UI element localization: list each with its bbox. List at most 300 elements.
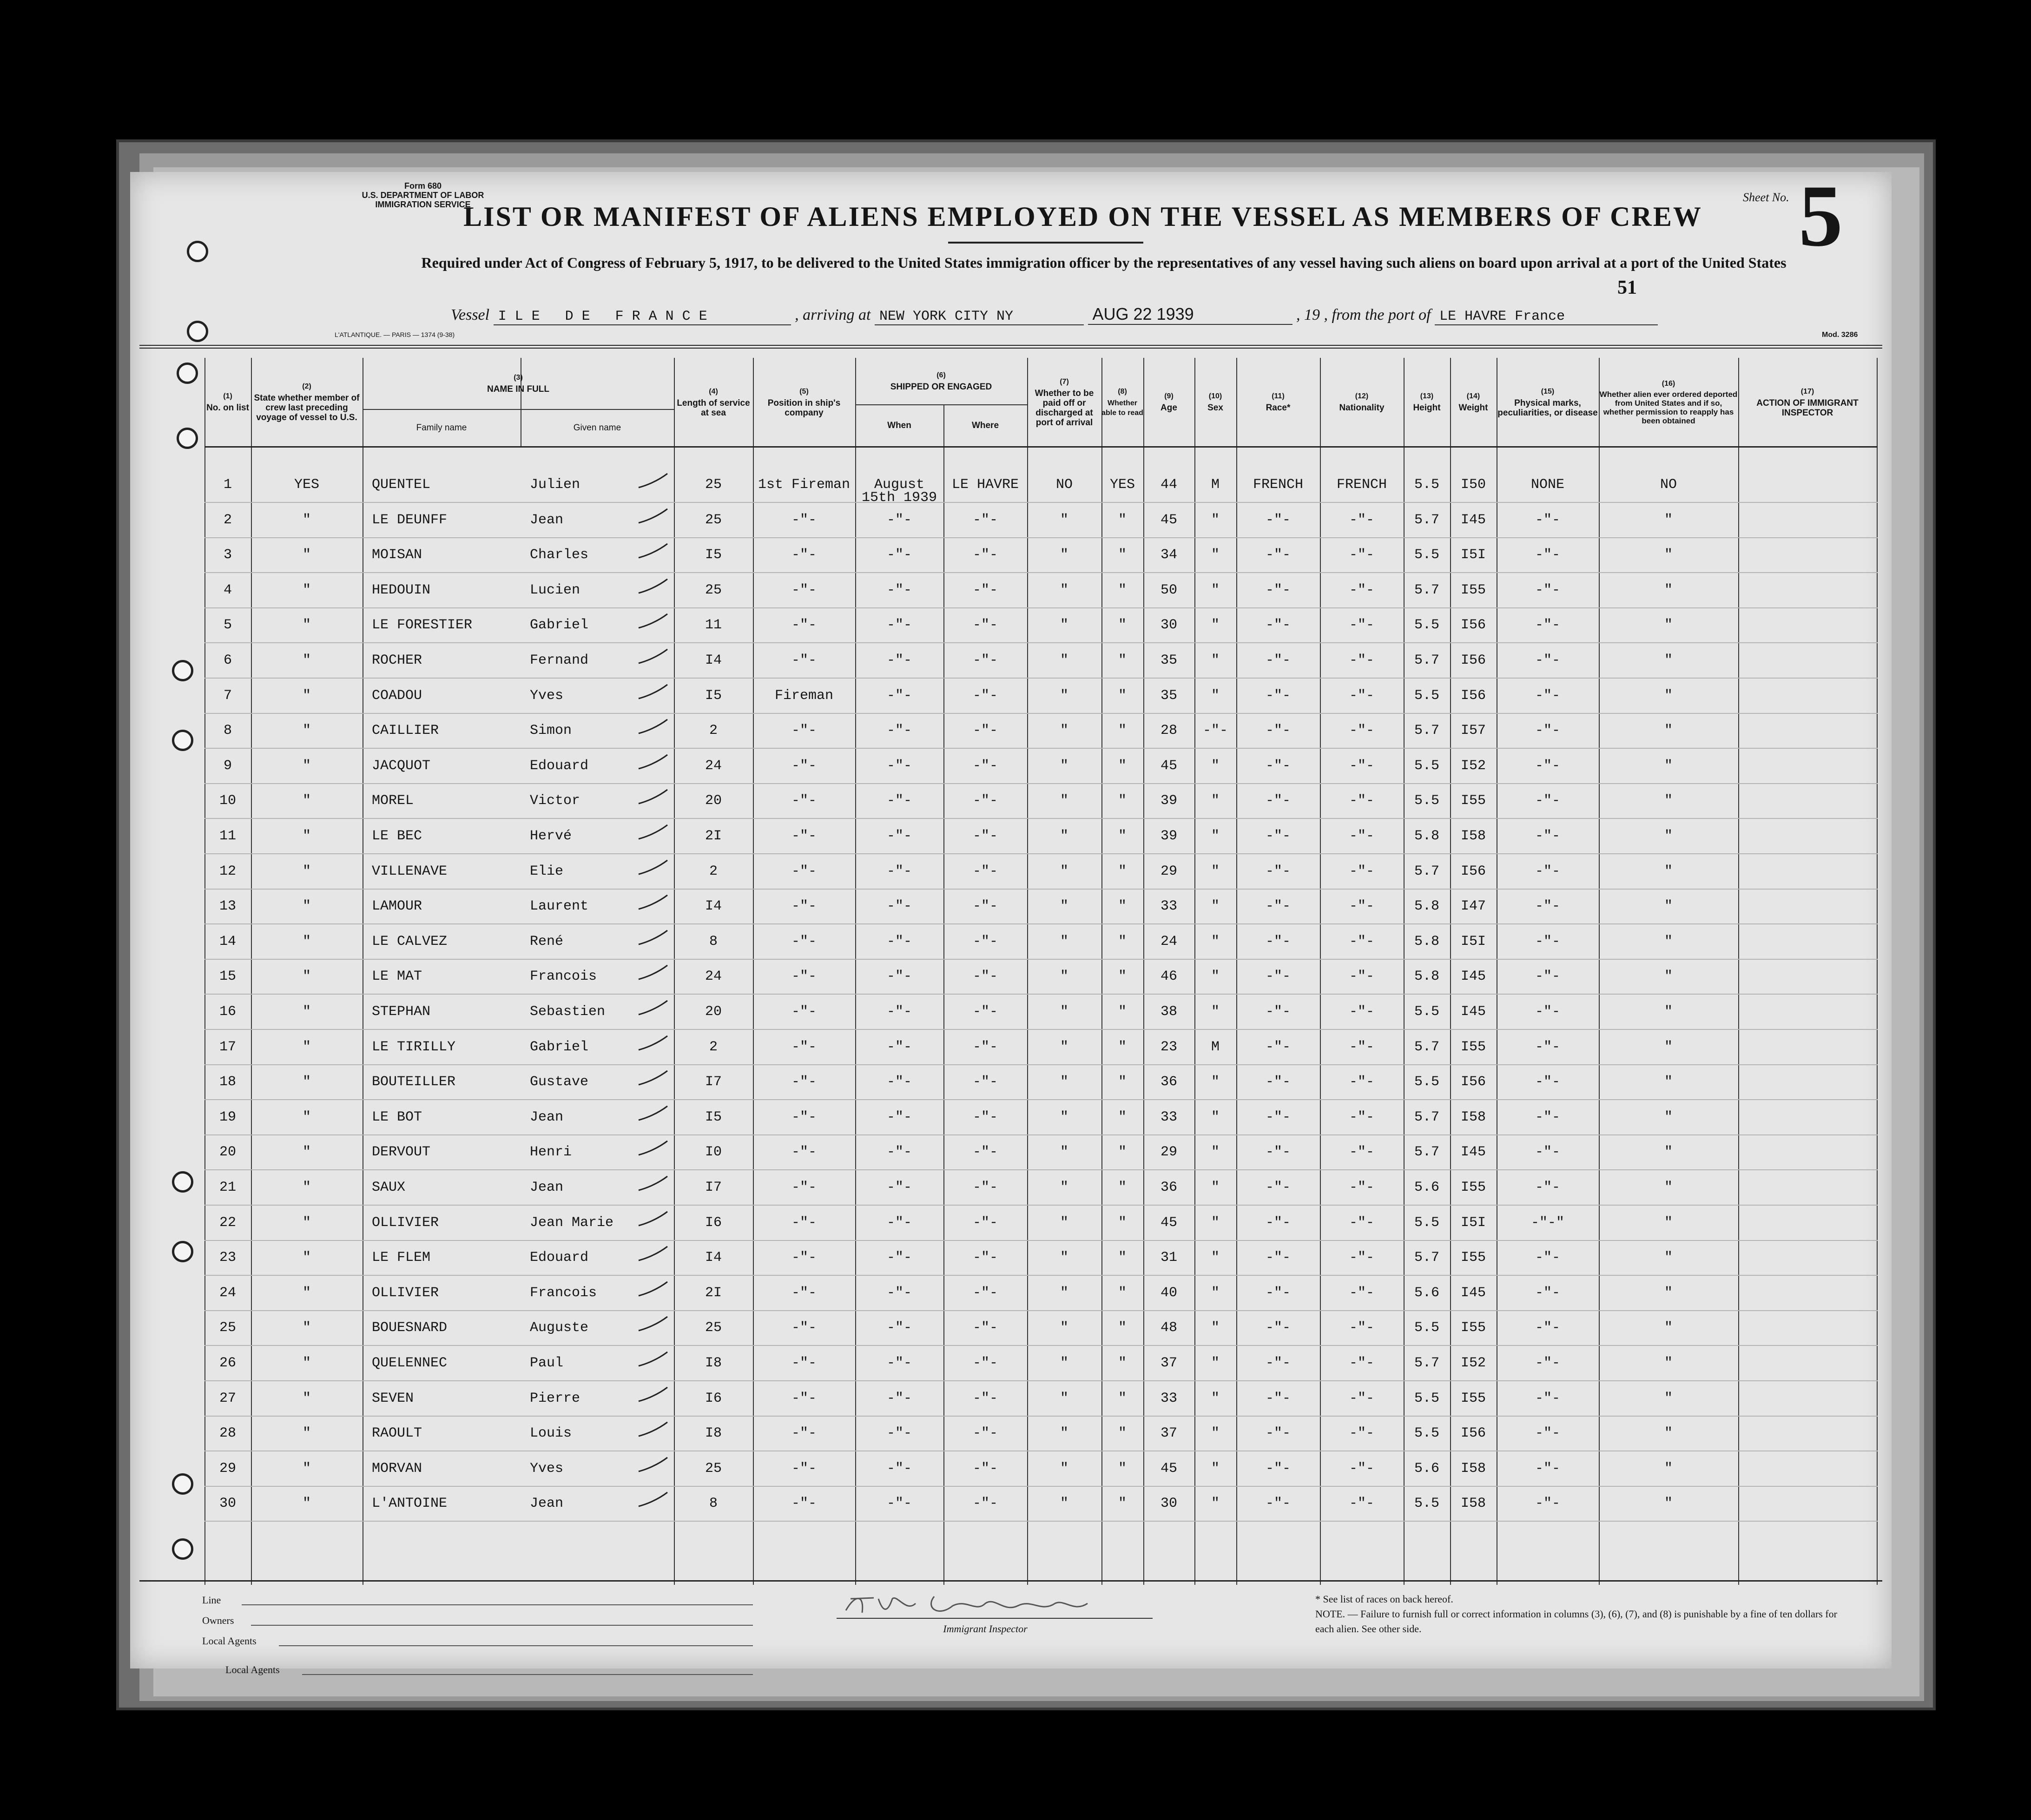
cell-marks: -"- (1535, 653, 1560, 668)
vessel-line (451, 304, 1658, 325)
cell-read: " (1118, 863, 1127, 879)
cell-marks: -"- (1535, 1355, 1560, 1371)
check-mark (637, 1350, 669, 1369)
cell-race: -"- (1265, 512, 1291, 528)
cell-no: 10 (219, 793, 236, 809)
cell-nationality: -"- (1349, 1355, 1374, 1371)
cell-deported: " (1664, 1214, 1673, 1231)
cell-read: " (1118, 1390, 1127, 1406)
header-physical-marks: (15) Physical marks, peculiarities, or disease (1497, 387, 1598, 418)
cell-age: 28 (1160, 723, 1177, 739)
header-rule (139, 345, 1882, 349)
cell-nationality: -"- (1349, 933, 1374, 950)
cell-service: I6 (705, 1214, 722, 1231)
cell-nationality: -"- (1349, 653, 1374, 668)
cell-read: " (1118, 582, 1127, 598)
cell-when: -"- (886, 1214, 912, 1231)
cell-marks: -"- (1535, 687, 1560, 704)
cell-position: -"- (791, 1460, 817, 1477)
cell-deported: " (1664, 1320, 1673, 1336)
cell-race: -"- (1265, 828, 1291, 844)
cell-where: -"- (972, 723, 998, 739)
cell-paid: " (1060, 898, 1068, 915)
cell-nationality: -"- (1349, 1496, 1374, 1512)
cell-height: 5.8 (1414, 898, 1439, 915)
punch-hole (172, 1241, 193, 1262)
cell-where: -"- (972, 758, 998, 774)
arriving-port: NEW YORK CITY NY (875, 309, 1084, 325)
cell-sex: " (1211, 1250, 1220, 1266)
cell-height: 5.7 (1414, 582, 1439, 598)
cell-family: MOISAN (372, 547, 422, 563)
check-mark (637, 893, 669, 912)
cell-sex: " (1211, 1180, 1220, 1195)
cell-service: 2 (709, 863, 718, 879)
cell-paid: " (1060, 933, 1068, 950)
footer-rule (139, 1580, 1882, 1582)
cell-when: -"- (886, 1109, 912, 1125)
cell-no: 25 (219, 1320, 236, 1336)
cell-marks: -"- (1535, 969, 1560, 985)
cell-marks: -"- (1535, 1320, 1560, 1336)
cell-deported: " (1664, 653, 1673, 668)
cell-height: 5.5 (1414, 1425, 1439, 1442)
cell-race: -"- (1265, 1214, 1291, 1231)
cell-deported: " (1664, 1390, 1673, 1406)
cell-deported: " (1664, 1039, 1673, 1055)
cell-sex: " (1211, 547, 1220, 563)
cell-weight: I57 (1460, 723, 1486, 739)
year-suffix: , 19 (1296, 306, 1320, 323)
row-rule (204, 1064, 1878, 1065)
cell-service: I7 (705, 1180, 722, 1195)
cell-family: STEPHAN (372, 1004, 431, 1020)
cell-nationality: -"- (1349, 793, 1374, 809)
cell-deported: " (1664, 793, 1673, 809)
cell-marks: -"- (1535, 547, 1560, 563)
cell-position: -"- (791, 1109, 817, 1125)
cell-height: 5.5 (1414, 758, 1439, 774)
cell-race: -"- (1265, 1355, 1291, 1371)
cell-given: Edouard (530, 758, 589, 774)
cell-given: Jean Marie (530, 1214, 614, 1231)
cell-position: -"- (791, 898, 817, 915)
cell-deported: " (1664, 582, 1673, 598)
row-rule (204, 1099, 1878, 1100)
cell-when: -"- (886, 1039, 912, 1055)
cell-given: Hervé (530, 828, 572, 844)
cell-prior: " (302, 969, 311, 985)
cell-read: " (1118, 1004, 1127, 1020)
cell-race: -"- (1265, 1180, 1291, 1195)
cell-when: -"- (886, 1460, 912, 1477)
cell-sex: " (1211, 1320, 1220, 1336)
header-deported: (16) Whether alien ever ordered deported from United States and if so, whether permission to reapply has been obtained (1599, 379, 1738, 425)
cell-nationality: -"- (1349, 1074, 1374, 1090)
cell-deported: " (1664, 1004, 1673, 1020)
mod-number: Mod. 3286 (1822, 331, 1858, 339)
cell-position: -"- (791, 653, 817, 668)
cell-where: -"- (972, 617, 998, 633)
cell-service: I4 (705, 1250, 722, 1266)
cell-when: -"- (886, 617, 912, 633)
cell-weight: I56 (1460, 1425, 1486, 1442)
cell-service: 11 (705, 617, 722, 633)
cell-weight: I45 (1460, 1285, 1486, 1301)
header-prior-voyage: (2) State whether member of crew last preceding voyage of vessel to U.S. (254, 382, 360, 422)
check-mark (637, 1139, 669, 1158)
cell-when: -"- (886, 969, 912, 985)
row-rule (204, 748, 1878, 749)
cell-when: -"- (886, 828, 912, 844)
cell-weight: I58 (1460, 1496, 1486, 1512)
cell-marks: -"- (1535, 1039, 1560, 1055)
cell-prior: " (302, 1180, 311, 1195)
cell-where: -"- (972, 582, 998, 598)
row-rule (204, 1380, 1878, 1381)
table-row (204, 645, 1878, 680)
cell-sex: " (1211, 582, 1220, 598)
cell-height: 5.7 (1414, 512, 1439, 528)
cell-age: 33 (1160, 1109, 1177, 1125)
check-mark (637, 823, 669, 842)
cell-nationality: -"- (1349, 723, 1374, 739)
check-mark (637, 1174, 669, 1193)
cell-age: 50 (1160, 582, 1177, 598)
check-mark (637, 1315, 669, 1333)
cell-prior: " (302, 723, 311, 739)
cell-marks: -"- (1535, 582, 1560, 598)
cell-given: Gustave (530, 1074, 589, 1090)
cell-race: -"- (1265, 547, 1291, 563)
cell-prior: " (302, 547, 311, 563)
cell-weight: I45 (1460, 512, 1486, 528)
cell-sex: " (1211, 617, 1220, 633)
punch-hole (187, 321, 208, 342)
punch-hole (187, 241, 208, 262)
cell-when: -"- (886, 1180, 912, 1195)
cell-given: Jean (530, 512, 564, 528)
cell-deported: " (1664, 723, 1673, 739)
cell-sex: " (1211, 758, 1220, 774)
cell-weight: I5I (1460, 933, 1486, 950)
cell-deported: " (1664, 1425, 1673, 1442)
table-row (204, 926, 1878, 962)
cell-age: 37 (1160, 1425, 1177, 1442)
cell-family: OLLIVIER (372, 1214, 439, 1231)
cell-no: 16 (219, 1004, 236, 1020)
cell-race: -"- (1265, 1144, 1291, 1161)
cell-prior: " (302, 828, 311, 844)
cell-no: 15 (219, 969, 236, 985)
cell-position: -"- (791, 1214, 817, 1231)
cell-prior: " (302, 1039, 311, 1055)
cell-marks: -"- (1535, 512, 1560, 528)
arriving-label: , arriving at (795, 306, 871, 323)
cell-service: 2 (709, 1039, 718, 1055)
cell-sex: M (1211, 477, 1220, 493)
cell-age: 45 (1160, 1460, 1177, 1477)
cell-paid: " (1060, 1039, 1068, 1055)
cell-marks: -"- (1535, 828, 1560, 844)
cell-marks: NONE (1530, 477, 1564, 493)
cell-paid: " (1060, 1355, 1068, 1371)
cell-sex: " (1211, 653, 1220, 668)
cell-weight: I56 (1460, 653, 1486, 668)
cell-age: 36 (1160, 1180, 1177, 1195)
row-rule (204, 959, 1878, 960)
cell-age: 48 (1160, 1320, 1177, 1336)
cell-deported: " (1664, 1250, 1673, 1266)
cell-family: RAOULT (372, 1425, 422, 1442)
cell-paid: " (1060, 828, 1068, 844)
row-rule (204, 994, 1878, 995)
cell-prior: " (302, 582, 311, 598)
cell-prior: " (302, 653, 311, 668)
cell-paid: " (1060, 1320, 1068, 1336)
cell-prior: " (302, 1355, 311, 1371)
check-mark (637, 929, 669, 947)
header-when: When (887, 420, 911, 430)
cell-age: 33 (1160, 898, 1177, 915)
cell-prior: " (302, 1214, 311, 1231)
table-row (204, 1418, 1878, 1453)
cell-position: -"- (791, 1355, 817, 1371)
cell-given: Yves (530, 687, 564, 704)
cell-height: 5.7 (1414, 1109, 1439, 1125)
cell-race: -"- (1265, 617, 1291, 633)
cell-nationality: -"- (1349, 969, 1374, 985)
cell-when: -"- (886, 1285, 912, 1301)
check-mark (637, 1490, 669, 1509)
cell-family: SAUX (372, 1180, 406, 1195)
cell-given: Jean (530, 1109, 564, 1125)
cell-position: -"- (791, 617, 817, 633)
sheet-number: 5 (1799, 167, 1843, 265)
cell-age: 37 (1160, 1355, 1177, 1371)
cell-read: YES (1109, 477, 1135, 493)
cell-marks: -"- (1535, 1496, 1560, 1512)
check-mark (637, 753, 669, 772)
cell-no: 14 (219, 933, 236, 950)
check-mark (637, 1069, 669, 1088)
cell-weight: I58 (1460, 1109, 1486, 1125)
cell-nationality: -"- (1349, 898, 1374, 915)
cell-paid: " (1060, 1004, 1068, 1020)
cell-prior: " (302, 687, 311, 704)
cell-nationality: -"- (1349, 1285, 1374, 1301)
cell-family: DERVOUT (372, 1144, 431, 1161)
cell-paid: " (1060, 1425, 1068, 1442)
cell-when: -"- (886, 1144, 912, 1161)
cell-marks: -"- (1535, 1250, 1560, 1266)
row-rule (204, 537, 1878, 538)
cell-height: 5.8 (1414, 969, 1439, 985)
cell-paid: " (1060, 653, 1068, 668)
cell-no: 19 (219, 1109, 236, 1125)
cell-when: -"- (886, 793, 912, 809)
cell-deported: " (1664, 1144, 1673, 1161)
table-row (204, 751, 1878, 786)
cell-weight: I5I (1460, 547, 1486, 563)
cell-position: -"- (791, 1074, 817, 1090)
header-service: (4) Length of service at sea (677, 387, 750, 418)
cell-race: -"- (1265, 1250, 1291, 1266)
cell-race: -"- (1265, 1039, 1291, 1055)
cell-when: -"- (886, 1074, 912, 1090)
cell-race: -"- (1265, 1109, 1291, 1125)
cell-position: -"- (791, 723, 817, 739)
cell-family: BOUESNARD (372, 1320, 448, 1336)
table-row (204, 575, 1878, 610)
cell-family: MOREL (372, 793, 414, 809)
cell-read: " (1118, 1214, 1127, 1231)
cell-service: I8 (705, 1355, 722, 1371)
cell-deported: " (1664, 863, 1673, 879)
header-sex: (10) Sex (1207, 392, 1223, 413)
cell-no: 2 (223, 512, 232, 528)
cell-given: Pierre (530, 1390, 580, 1406)
footer-note (1315, 1592, 1850, 1636)
cell-deported: " (1664, 1180, 1673, 1195)
cell-deported: " (1664, 828, 1673, 844)
cell-nationality: -"- (1349, 547, 1374, 563)
cell-race: -"- (1265, 969, 1291, 985)
cell-weight: I45 (1460, 1004, 1486, 1020)
local-agents-label-2: Local Agents (225, 1664, 280, 1675)
header-age: (9) Age (1161, 392, 1177, 413)
row-rule (204, 502, 1878, 503)
cell-sex: " (1211, 863, 1220, 879)
punch-hole (177, 428, 198, 449)
table-row (204, 996, 1878, 1032)
cell-when: -"- (886, 547, 912, 563)
cell-weight: I47 (1460, 898, 1486, 915)
cell-race: -"- (1265, 793, 1291, 809)
cell-nationality: -"- (1349, 1180, 1374, 1195)
local-agents-field (279, 1645, 753, 1646)
cell-position: -"- (791, 582, 817, 598)
cell-given: Edouard (530, 1250, 589, 1266)
cell-deported: " (1664, 1496, 1673, 1512)
cell-weight: I55 (1460, 1250, 1486, 1266)
cell-paid: " (1060, 1144, 1068, 1161)
cell-read: " (1118, 793, 1127, 809)
form-department: U.S. DEPARTMENT OF LABOR (362, 191, 484, 200)
cell-deported: " (1664, 1460, 1673, 1477)
cell-nationality: -"- (1349, 1039, 1374, 1055)
cell-read: " (1118, 1320, 1127, 1336)
cell-given: Yves (530, 1460, 564, 1477)
cell-family: LE DEUNFF (372, 512, 448, 528)
cell-age: 38 (1160, 1004, 1177, 1020)
vessel-name: ILE DE FRANCE (494, 309, 791, 325)
cell-no: 7 (223, 687, 232, 704)
cell-read: " (1118, 758, 1127, 774)
cell-no: 23 (219, 1250, 236, 1266)
table-row (204, 680, 1878, 716)
header-where: Where (971, 420, 999, 430)
cell-family: LE FLEM (372, 1250, 431, 1266)
cell-given: Sebastien (530, 1004, 606, 1020)
cell-paid: " (1060, 687, 1068, 704)
cell-race: -"- (1265, 758, 1291, 774)
cell-where: -"- (972, 687, 998, 704)
check-mark (637, 472, 669, 490)
cell-no: 27 (219, 1390, 236, 1406)
cell-sex: " (1211, 1425, 1220, 1442)
cell-marks: -"- (1535, 1180, 1560, 1195)
cell-when: -"- (886, 863, 912, 879)
cell-sex: " (1211, 1004, 1220, 1020)
cell-prior: " (302, 758, 311, 774)
check-mark (637, 1456, 669, 1474)
cell-no: 13 (219, 898, 236, 915)
cell-nationality: -"- (1349, 758, 1374, 774)
cell-no: 1 (223, 477, 232, 493)
cell-nationality: -"- (1349, 687, 1374, 704)
cell-where: -"- (972, 828, 998, 844)
cell-where: -"- (972, 1390, 998, 1406)
cell-race: -"- (1265, 933, 1291, 950)
cell-service: 24 (705, 969, 722, 985)
cell-height: 5.5 (1414, 1320, 1439, 1336)
cell-no: 24 (219, 1285, 236, 1301)
cell-read: " (1118, 969, 1127, 985)
header-name: (3) NAME IN FULL (487, 374, 550, 394)
cell-age: 44 (1160, 477, 1177, 493)
page-title: LIST OR MANIFEST OF ALIENS EMPLOYED ON THE VESSEL AS MEMBERS OF CREW (463, 201, 1702, 232)
cell-weight: I58 (1460, 828, 1486, 844)
cell-age: 35 (1160, 653, 1177, 668)
cell-given: Laurent (530, 898, 589, 915)
cell-given: Fernand (530, 653, 589, 668)
cell-service: 25 (705, 1320, 722, 1336)
cell-family: SEVEN (372, 1390, 414, 1406)
check-mark (637, 1034, 669, 1053)
cell-family: LAMOUR (372, 898, 422, 915)
cell-where: -"- (972, 1144, 998, 1161)
table-row (204, 1172, 1878, 1207)
cell-deported: " (1664, 1355, 1673, 1371)
row-rule (204, 1486, 1878, 1487)
cell-height: 5.5 (1414, 793, 1439, 809)
cell-paid: " (1060, 1390, 1068, 1406)
cell-where: -"- (972, 1214, 998, 1231)
cell-where: -"- (972, 1250, 998, 1266)
cell-paid: " (1060, 1214, 1068, 1231)
cell-where: -"- (972, 1074, 998, 1090)
cell-service: 20 (705, 793, 722, 809)
cell-prior: " (302, 898, 311, 915)
cell-age: 29 (1160, 863, 1177, 879)
cell-height: 5.8 (1414, 828, 1439, 844)
cell-no: 4 (223, 582, 232, 598)
cell-nationality: -"- (1349, 1144, 1374, 1161)
cell-service: 2I (705, 1285, 722, 1301)
cell-when: -"- (886, 1425, 912, 1442)
vessel-label: Vessel (451, 306, 490, 323)
manifest-sheet (130, 167, 1892, 1675)
cell-family: L'ANTOINE (372, 1496, 448, 1512)
when-line2: 15th 1939 (861, 490, 937, 506)
cell-given: Charles (530, 547, 589, 563)
cell-sex: " (1211, 1144, 1220, 1161)
cell-race: FRENCH (1253, 477, 1304, 493)
cell-weight: I52 (1460, 758, 1486, 774)
cell-nationality: -"- (1349, 1320, 1374, 1336)
cell-sex: -"- (1202, 723, 1228, 739)
